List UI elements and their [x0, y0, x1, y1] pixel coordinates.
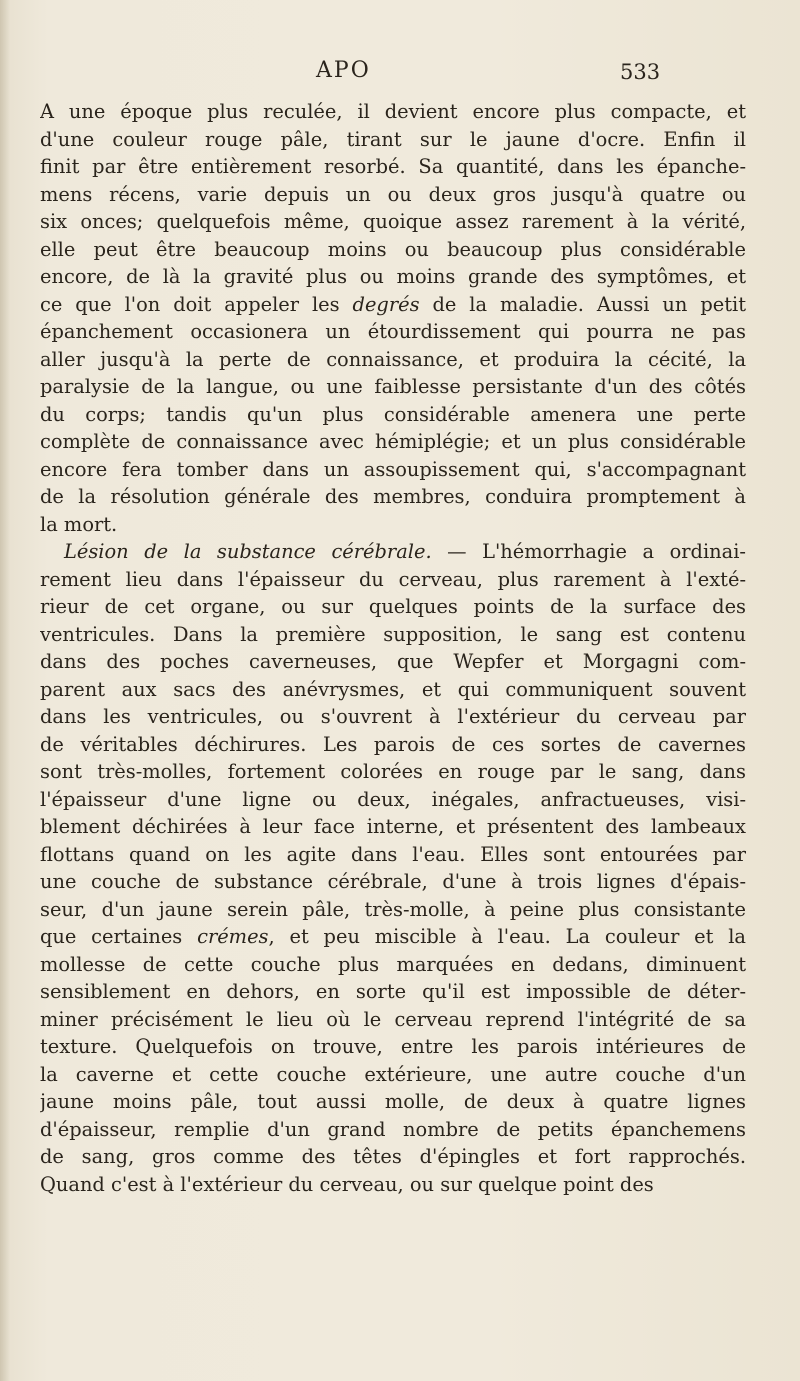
text-line: seur, d'un jaune serein pâle, très-molle, à peine plus consistante: [40, 897, 746, 921]
text-line: dans des poches caverneuses, que Wepfer et Morgagni com-: [40, 650, 746, 673]
text-line: ventricules. Dans la première supposition, le sang est contenu: [40, 622, 746, 646]
text-line: aller jusqu'à la perte de connaissance, et produira la cécité, la: [40, 347, 746, 371]
body-text: [40, 98, 746, 1198]
text-line: la caverne et cette couche extérieure, une autre couche d'un: [40, 1062, 746, 1086]
text-line: finit par être entièrement resorbé. Sa quantité, dans les épanche-: [40, 155, 746, 178]
text-line: épanchement occasionera un étourdissement qui pourra ne pas: [40, 320, 746, 343]
text-line: paralysie de la langue, ou une faiblesse persistante d'un des côtés: [40, 375, 746, 398]
text-line: de véritables déchirures. Les parois de ces sortes de cavernes: [40, 732, 746, 756]
text-line: mollesse de cette couche plus marquées en dedans, diminuent: [40, 952, 746, 976]
text-line: mens récens, varie depuis un ou deux gros jusqu'à quatre ou: [40, 182, 746, 206]
italic-phrase: degrés: [352, 292, 420, 316]
text-line: blement déchirées à leur face interne, et présentent des lambeaux: [40, 815, 746, 838]
text-line: complète de connaissance avec hémiplégie; et un plus considérable: [40, 430, 746, 453]
text-line: encore, de là la gravité plus ou moins grande des symptômes, et: [40, 265, 746, 288]
italic-phrase: crémes: [197, 925, 269, 948]
running-head: APO: [316, 58, 371, 83]
text-line: jaune moins pâle, tout aussi molle, de deux à quatre lignes: [40, 1090, 746, 1113]
page-gutter-shadow: [0, 0, 10, 1381]
text-line: que certaines crémes, et peu miscible à l'eau. La couleur et la: [40, 925, 746, 948]
italic-phrase: Lésion de la substance cérébrale.: [64, 540, 432, 563]
text-line: A une époque plus reculée, il devient encore plus compacte, et: [40, 100, 746, 123]
text-line: rieur de cet organe, ou sur quelques points de la surface des: [40, 595, 746, 618]
text-line: de la résolution générale des membres, conduira promptement à: [40, 485, 746, 508]
text-line: parent aux sacs des anévrysmes, et qui communiquent souvent: [40, 677, 746, 701]
text-line: miner précisément le lieu où le cerveau reprend l'intégrité de sa: [40, 1007, 746, 1031]
text-line: rement lieu dans l'épaisseur du cerveau, plus rarement à l'exté-: [40, 567, 746, 591]
page-header: [0, 58, 800, 98]
text-line: une couche de substance cérébrale, d'une à trois lignes d'épais-: [40, 870, 746, 893]
page-number: 533: [620, 60, 661, 84]
text-line: six onces; quelquefois même, quoique assez rarement à la vérité,: [40, 210, 746, 233]
text-line: sensiblement en dehors, en sorte qu'il est impossible de déter-: [40, 980, 746, 1003]
text-line: texture. Quelquefois on trouve, entre les parois intérieures de: [40, 1035, 746, 1058]
text-line: Lésion de la substance cérébrale. — L'hémorrhagie a ordinai-: [64, 540, 746, 563]
text-line: du corps; tandis qu'un plus considérable amenera une perte: [40, 402, 746, 426]
text-line: de sang, gros comme des têtes d'épingles et fort rapprochés.: [40, 1145, 746, 1168]
text-line: flottans quand on les agite dans l'eau. Elles sont entourées par: [40, 842, 746, 866]
text-line: l'épaisseur d'une ligne ou deux, inégales, anfractueuses, visi-: [40, 787, 746, 811]
text-line: elle peut être beaucoup moins ou beaucoup plus considérable: [40, 237, 746, 261]
text-line: ce que l'on doit appeler les degrés de la maladie. Aussi un petit: [40, 292, 746, 316]
text-line: d'une couleur rouge pâle, tirant sur le jaune d'ocre. Enfin il: [40, 127, 746, 151]
text-line: sont très-molles, fortement colorées en rouge par le sang, dans: [40, 760, 746, 783]
text-line: dans les ventricules, ou s'ouvrent à l'extérieur du cerveau par: [40, 705, 746, 728]
text-line: Quand c'est à l'extérieur du cerveau, ou sur quelque point des: [40, 1172, 654, 1196]
text-line: la mort.: [40, 512, 118, 536]
text-line: d'épaisseur, remplie d'un grand nombre de petits épanchemens: [40, 1117, 746, 1141]
text-line: encore fera tomber dans un assoupissement qui, s'accompagnant: [40, 457, 746, 481]
